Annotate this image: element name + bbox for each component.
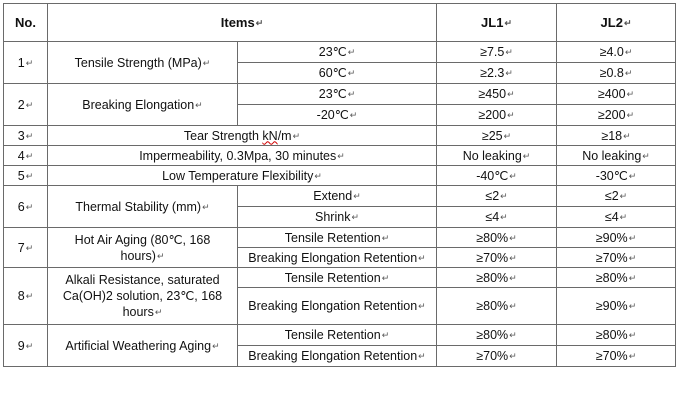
jl1-value: ≥80%↵ [437, 228, 557, 248]
jl1-value: ≥200↵ [437, 105, 557, 126]
jl2-value: ≥80%↵ [557, 268, 676, 288]
table-row [4, 126, 676, 146]
jl1-value: ≤2↵ [437, 186, 557, 207]
jl1-value: ≥7.5↵ [437, 42, 557, 63]
item-label: Alkali Resistance, saturated Ca(OH)2 solution, 23℃, 168 hours↵ [48, 268, 238, 325]
condition-cell: Breaking Elongation Retention↵ [238, 288, 437, 325]
jl2-value: ≥80%↵ [557, 325, 676, 346]
table-row [4, 146, 676, 166]
condition-cell: -20℃↵ [238, 105, 437, 126]
jl2-value: ≥0.8↵ [557, 63, 676, 84]
item-label: Artificial Weathering Aging↵ [48, 325, 238, 367]
table-row [4, 84, 676, 105]
header-no: No. [4, 4, 48, 42]
jl2-value: ≥400↵ [557, 84, 676, 105]
row-number: 6↵ [4, 186, 48, 228]
row-number: 5↵ [4, 166, 48, 186]
header-jl2: JL2↵ [557, 4, 676, 42]
jl1-value: -40℃↵ [437, 166, 557, 186]
jl1-value: ≥25↵ [437, 126, 557, 146]
row-number: 3↵ [4, 126, 48, 146]
row-number: 9↵ [4, 325, 48, 367]
jl2-value: ≤4↵ [557, 207, 676, 228]
jl1-value: ≥2.3↵ [437, 63, 557, 84]
table-row [4, 186, 676, 207]
condition-cell: Tensile Retention↵ [238, 325, 437, 346]
item-label: Hot Air Aging (80℃, 168 hours)↵ [48, 228, 238, 268]
condition-cell: Tensile Retention↵ [238, 228, 437, 248]
table-row [4, 42, 676, 63]
item-label: Low Temperature Flexibility↵ [48, 166, 437, 186]
header-jl1: JL1↵ [437, 4, 557, 42]
header-items: Items↵ [48, 4, 437, 42]
paragraph-mark-icon: ↵ [623, 17, 632, 28]
condition-cell: 23℃↵ [238, 84, 437, 105]
item-label: Tear Strength kN/m↵ [48, 126, 437, 146]
row-number: 4↵ [4, 146, 48, 166]
condition-cell: Tensile Retention↵ [238, 268, 437, 288]
condition-cell: Breaking Elongation Retention↵ [238, 346, 437, 367]
jl1-value: ≥70%↵ [437, 346, 557, 367]
jl2-value: No leaking↵ [557, 146, 676, 166]
condition-cell: 60℃↵ [238, 63, 437, 84]
jl2-value: ≥90%↵ [557, 288, 676, 325]
jl1-value: ≥80%↵ [437, 268, 557, 288]
row-number: 8↵ [4, 268, 48, 325]
jl1-value: No leaking↵ [437, 146, 557, 166]
table-row [4, 268, 676, 288]
table-row [4, 228, 676, 248]
item-label: Breaking Elongation↵ [48, 84, 238, 126]
jl2-value: ≥200↵ [557, 105, 676, 126]
jl1-value: ≥70%↵ [437, 248, 557, 268]
item-label: Tensile Strength (MPa)↵ [48, 42, 238, 84]
condition-cell: Extend↵ [238, 186, 437, 207]
condition-cell: 23℃↵ [238, 42, 437, 63]
item-label: Thermal Stability (mm)↵ [48, 186, 238, 228]
jl2-value: ≥70%↵ [557, 346, 676, 367]
row-number: 7↵ [4, 228, 48, 268]
table-row [4, 166, 676, 186]
specification-table [3, 3, 676, 367]
item-label: Impermeability, 0.3Mpa, 30 minutes↵ [48, 146, 437, 166]
header-row [4, 4, 676, 42]
spellcheck-underline: kN [262, 128, 278, 143]
table-row [4, 325, 676, 346]
paragraph-mark-icon: ↵ [255, 17, 264, 28]
jl2-value: ≥4.0↵ [557, 42, 676, 63]
jl2-value: ≤2↵ [557, 186, 676, 207]
jl1-value: ≥80%↵ [437, 325, 557, 346]
paragraph-mark-icon: ↵ [504, 17, 512, 28]
jl1-value: ≥80%↵ [437, 288, 557, 325]
jl2-value: ≥70%↵ [557, 248, 676, 268]
condition-cell: Shrink↵ [238, 207, 437, 228]
jl2-value: ≥18↵ [557, 126, 676, 146]
row-number: 1↵ [4, 42, 48, 84]
row-number: 2↵ [4, 84, 48, 126]
jl2-value: -30℃↵ [557, 166, 676, 186]
condition-cell: Breaking Elongation Retention↵ [238, 248, 437, 268]
jl1-value: ≥450↵ [437, 84, 557, 105]
jl1-value: ≤4↵ [437, 207, 557, 228]
jl2-value: ≥90%↵ [557, 228, 676, 248]
